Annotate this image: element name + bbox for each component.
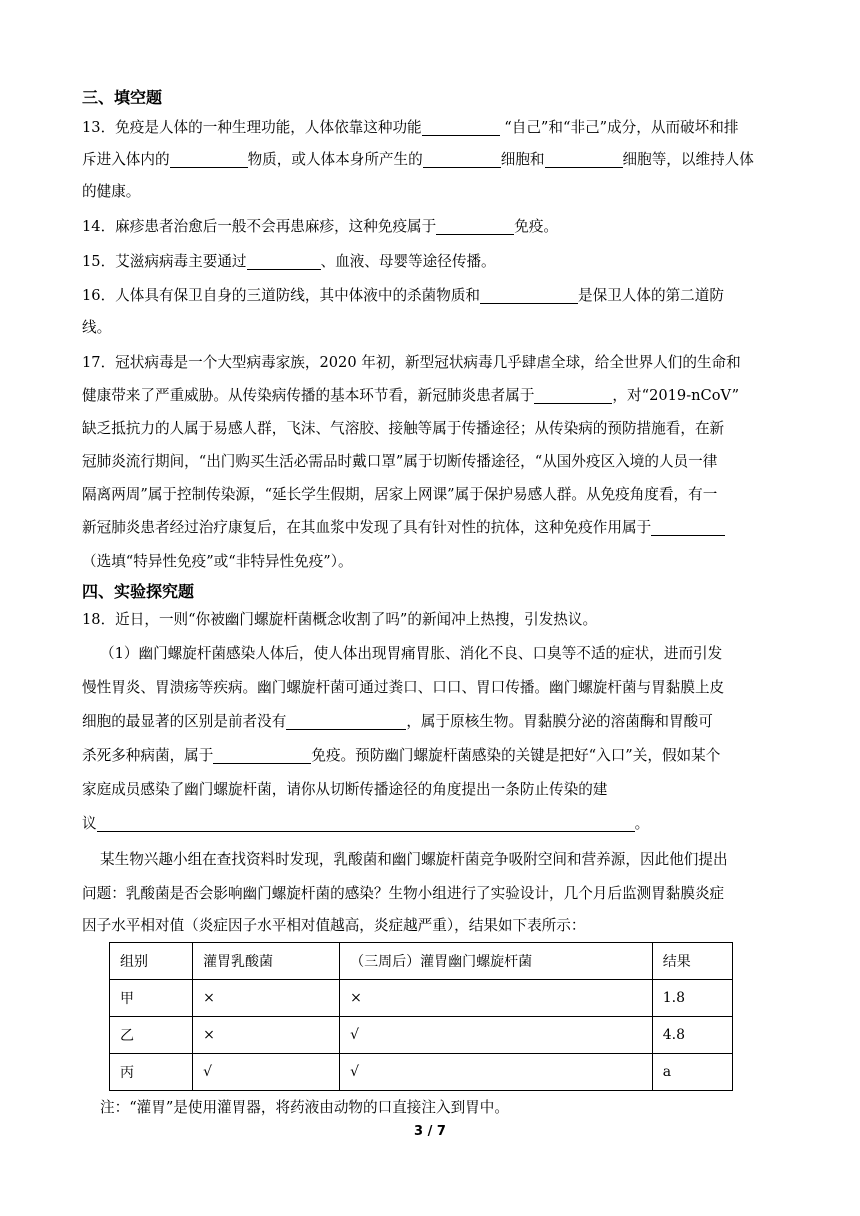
table-cell: 乙 [110,1017,193,1054]
question-13-line-1: 13．免疫是人体的一种生理功能，人体依靠这种功能 “自己”和“非己”成分，从而破坏和排 [82,119,739,136]
table-note: 注：“灌胃”是使用灌胃器，将药液由动物的口直接注入到胃中。 [100,1099,509,1116]
table-header-cell: 结果 [652,943,732,980]
question-17-line-3: 缺乏抵抗力的人属于易感人群，飞沫、气溶胶、接触等属于传播途径；从传染病的预防措施看，在新 [82,420,725,437]
table-row [110,1017,733,1054]
table-cell: 1.8 [652,980,732,1017]
answer-blank[interactable] [436,218,514,235]
answer-blank[interactable] [97,815,635,832]
question-17-line-5: 隔离两周”属于控制传染源，“延长学生假期，居家上网课”属于保护易感人群。从免疫角度看，有一 [82,486,718,503]
question-17-line-1: 17．冠状病毒是一个大型病毒家族，2020 年初，新型冠状病毒几乎肆虐全球，给全世界人们的生命和 [82,354,741,371]
question-13-line-3: 的健康。 [82,183,141,200]
answer-blank[interactable] [422,119,500,136]
question-17-line-2: 健康带来了严重威胁。从传染病传播的基本环节看，新冠肺炎患者属于 ，对“2019-nCoV” [82,387,740,404]
table-cell: √ [340,1054,653,1091]
section-heading-experiment: 四、实验探究题 [82,582,195,601]
answer-blank[interactable] [651,519,725,536]
table-header-row [110,943,733,980]
answer-blank[interactable] [534,387,612,404]
answer-blank[interactable] [286,713,406,730]
question-18-part-1-line-3: 细胞的最显著的区别是前者没有 ，属于原核生物。胃黏膜分泌的溶菌酶和胃酸可 [82,713,713,730]
question-16-line-1: 16．人体具有保卫自身的三道防线，其中体液中的杀菌物质和 是保卫人体的第二道防 [82,287,724,304]
table-cell: × [193,1017,340,1054]
table-row [110,1054,733,1091]
table-cell: × [193,980,340,1017]
question-17-line-6: 新冠肺炎患者经过治疗康复后，在其血浆中发现了具有针对性的抗体，这种免疫作用属于 [82,518,790,538]
table-header-cell: 灌胃乳酸菌 [193,943,340,980]
table-row [110,980,733,1017]
question-18-intro: 18．近日，一则“你被幽门螺旋杆菌概念收割了吗”的新闻冲上热搜，引发热议。 [82,611,598,628]
answer-blank[interactable] [423,151,501,168]
question-18-paragraph-2-line-2: 问题：乳酸菌是否会影响幽门螺旋杆菌的感染？生物小组进行了实验设计，几个月后监测胃黏膜炎症 [82,885,725,902]
question-15: 15．艾滋病病毒主要通过 、血液、母婴等途径传播。 [82,253,496,270]
question-13-line-2: 斥进入体内的 物质，或人体本身所产生的 细胞和 细胞等，以维持人体 [82,151,754,168]
table-cell: 4.8 [652,1017,732,1054]
question-18-part-1-line-5: 家庭成员感染了幽门螺旋杆菌，请你从切断传播途径的角度提出一条防止传染的建 [82,781,608,798]
answer-blank[interactable] [480,287,578,304]
question-17-line-4: 冠肺炎流行期间，“出门购买生活必需品时戴口罩”属于切断传播途径，“从国外疫区入境的人员一律 [82,453,718,470]
table-cell: 丙 [110,1054,193,1091]
page-number: 3 / 7 [414,1124,446,1139]
question-18-part-1-line-4: 杀死多种病菌，属于 免疫。预防幽门螺旋杆菌感染的关键是把好“入口”关，假如某个 [82,747,721,764]
question-18-part-1-line-6: 议 。 [82,815,650,832]
answer-blank[interactable] [545,151,623,168]
table-header-cell: 组别 [110,943,193,980]
answer-blank[interactable] [170,151,248,168]
question-18-part-1-line-2: 慢性胃炎、胃溃疡等疾病。幽门螺旋杆菌可通过粪口、口口、胃口传播。幽门螺旋杆菌与胃黏膜上皮 [82,679,725,696]
table-cell: √ [340,1017,653,1054]
question-16-line-2: 线。 [82,319,112,336]
question-17-line-7: （选填“特异性免疫”或“非特异性免疫”）。 [82,553,353,570]
question-18-paragraph-2-line-3: 因子水平相对值（炎症因子水平相对值越高，炎症越严重），结果如下表所示： [82,917,586,934]
results-table [109,942,733,1091]
table-header-cell: （三周后）灌胃幽门螺旋杆菌 [340,943,653,980]
section-heading-fill-in: 三、填空题 [82,88,163,107]
question-18-part-1-line-1: （1）幽门螺旋杆菌感染人体后，使人体出现胃痛胃胀、消化不良、口臭等不适的症状，进而引发 [100,645,723,662]
table-cell: √ [193,1054,340,1091]
table-cell: × [340,980,653,1017]
question-14: 14．麻疹患者治愈后一般不会再患麻疹，这种免疫属于 免疫。 [82,218,559,235]
answer-blank[interactable] [247,253,321,270]
answer-blank[interactable] [213,747,311,764]
table-cell: a [652,1054,732,1091]
table-cell: 甲 [110,980,193,1017]
question-18-paragraph-2-line-1: 某生物兴趣小组在查找资料时发现，乳酸菌和幽门螺旋杆菌竞争吸附空间和营养源，因此他们提出 [100,851,728,868]
